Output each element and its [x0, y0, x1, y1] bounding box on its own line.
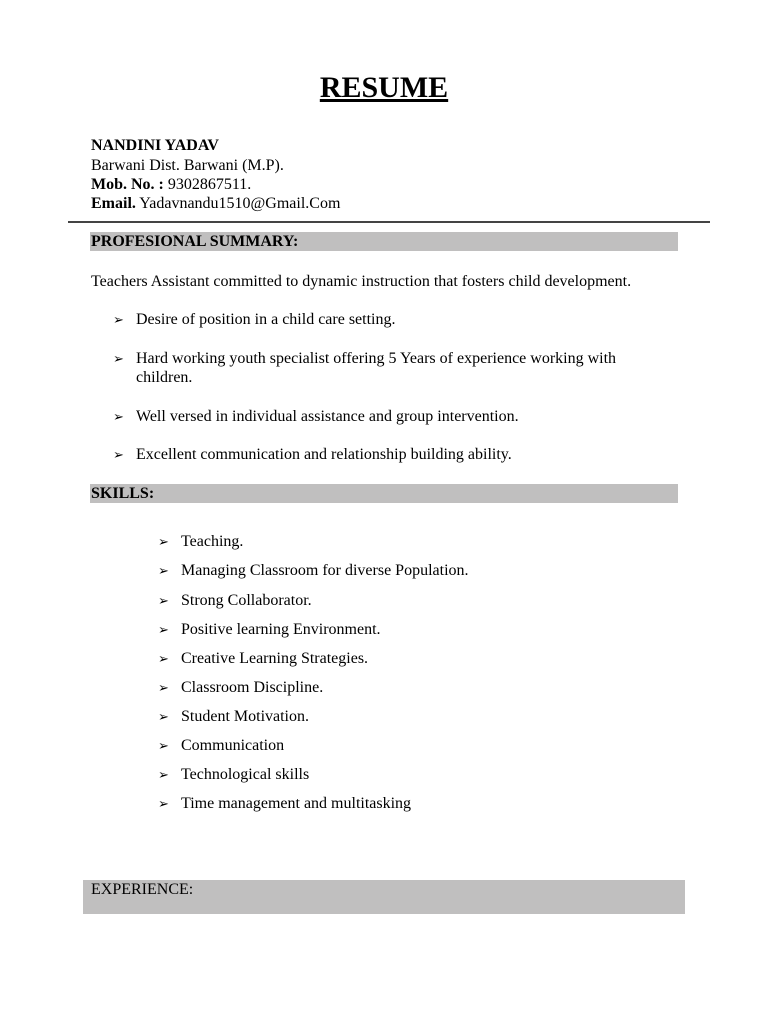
arrow-bullet-icon: ➢ — [113, 410, 124, 425]
header-divider — [68, 221, 710, 223]
skill-item-text: Communication — [181, 737, 285, 754]
summary-heading-bar — [90, 232, 678, 251]
arrow-bullet-icon: ➢ — [113, 448, 124, 463]
summary-bullet-text: Hard working youth specialist offering 5 Years of experience working with — [136, 350, 617, 367]
experience-heading: EXPERIENCE: — [91, 881, 194, 898]
skill-item-text: Time management and multitasking — [181, 795, 412, 812]
arrow-bullet-icon: ➢ — [158, 681, 169, 696]
arrow-bullet-icon: ➢ — [158, 594, 169, 609]
arrow-bullet-icon: ➢ — [158, 652, 169, 667]
arrow-bullet-icon: ➢ — [158, 623, 169, 638]
skill-item-text: Managing Classroom for diverse Population. — [181, 562, 469, 579]
arrow-bullet-icon: ➢ — [113, 313, 124, 328]
mobile-line — [91, 175, 251, 194]
resume-title: RESUME — [319, 71, 449, 104]
arrow-bullet-icon: ➢ — [158, 739, 169, 754]
summary-heading: PROFESIONAL SUMMARY: — [91, 233, 299, 250]
experience-heading-bar — [83, 880, 685, 914]
email-label: Email. — [91, 195, 136, 212]
arrow-bullet-icon: ➢ — [158, 535, 169, 550]
skills-heading: SKILLS: — [91, 485, 155, 502]
candidate-name: NANDINI YADAV — [91, 137, 219, 154]
skill-item-text: Classroom Discipline. — [181, 679, 324, 696]
mobile-value: 9302867511. — [163, 176, 252, 193]
skills-heading-bar — [90, 484, 678, 503]
summary-bullet-text: Well versed in individual assistance and group intervention. — [136, 408, 519, 425]
skill-item-text: Strong Collaborator. — [181, 592, 312, 609]
summary-bullet-text: Excellent communication and relationship building ability. — [136, 446, 512, 463]
mobile-label: Mob. No. : — [91, 176, 164, 193]
skill-item-text: Teaching. — [181, 533, 244, 550]
arrow-bullet-icon: ➢ — [158, 710, 169, 725]
summary-intro: Teachers Assistant committed to dynamic instruction that fosters child development. — [91, 273, 632, 290]
candidate-address: Barwani Dist. Barwani (M.P). — [91, 157, 284, 174]
arrow-bullet-icon: ➢ — [113, 352, 124, 367]
summary-bullet-text: Desire of position in a child care setting. — [136, 311, 396, 328]
skill-item-text: Positive learning Environment. — [181, 621, 381, 638]
email-line — [91, 194, 340, 213]
skill-item-text: Student Motivation. — [181, 708, 309, 725]
arrow-bullet-icon: ➢ — [158, 768, 169, 783]
email-value: Yadavnandu1510@Gmail.Com — [135, 195, 341, 212]
summary-bullet-continuation: children. — [136, 369, 193, 386]
skill-item-text: Technological skills — [181, 766, 310, 783]
arrow-bullet-icon: ➢ — [158, 564, 169, 579]
arrow-bullet-icon: ➢ — [158, 797, 169, 812]
skill-item-text: Creative Learning Strategies. — [181, 650, 369, 667]
